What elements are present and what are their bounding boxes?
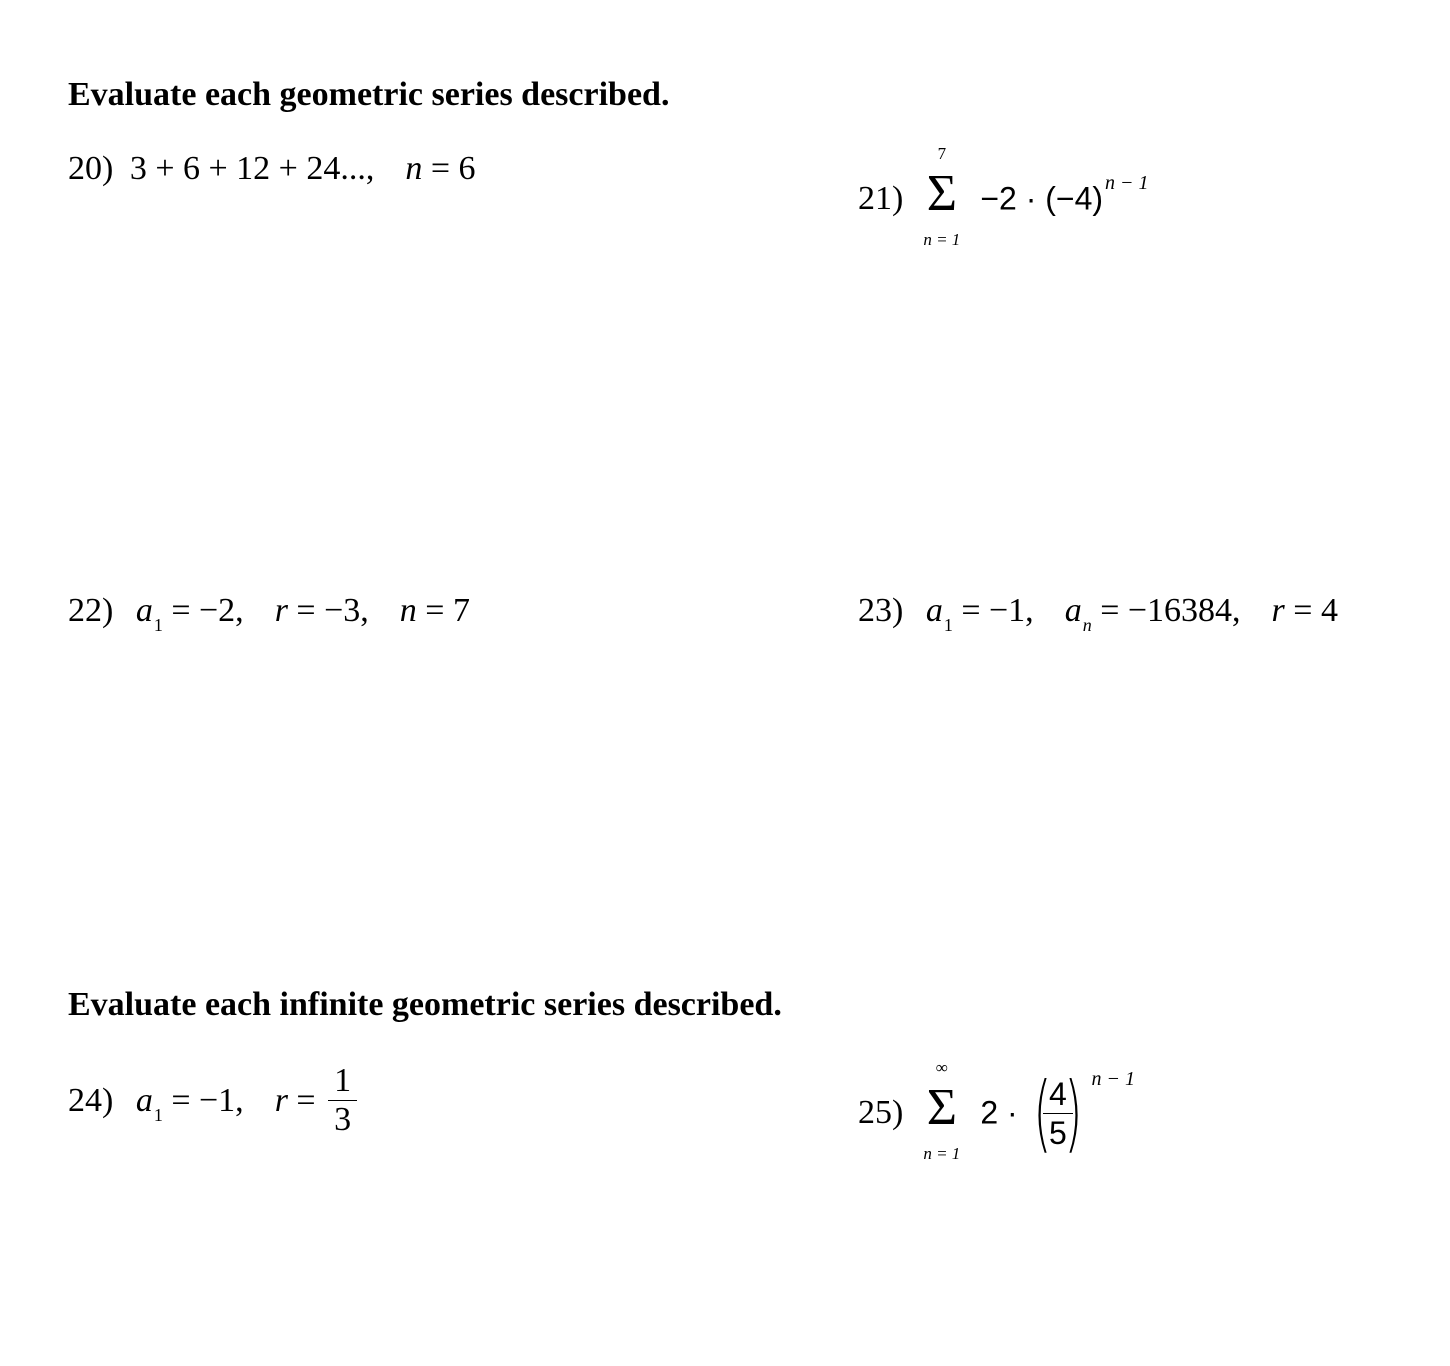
problem-number: 22) xyxy=(68,592,114,629)
summation xyxy=(912,1058,972,1168)
r-variable: r xyxy=(274,592,288,629)
problem-25 xyxy=(858,1058,1135,1168)
problem-24 xyxy=(68,1062,357,1139)
section-heading-infinite: Evaluate each infinite geometric series described. xyxy=(68,986,782,1023)
an-subscript: n xyxy=(1082,615,1092,635)
r-variable: r xyxy=(274,1081,288,1119)
series-expression: 3 + 6 + 12 + 24..., xyxy=(129,150,375,187)
an-variable: a xyxy=(1064,592,1082,629)
right-paren: ) xyxy=(1064,1064,1083,1162)
summand-exponent: n − 1 xyxy=(1105,171,1149,194)
problem-number: 23) xyxy=(858,592,904,629)
fraction-denominator: 5 xyxy=(1048,1114,1067,1151)
fraction-numerator: 4 xyxy=(1048,1075,1067,1112)
n-variable: n xyxy=(399,592,417,629)
section-heading-geometric: Evaluate each geometric series described. xyxy=(68,76,670,113)
r-fraction xyxy=(328,1062,357,1139)
an-value: = −16384, xyxy=(1100,592,1241,629)
sum-upper-limit: ∞ xyxy=(935,1058,948,1077)
r-variable: r xyxy=(1271,592,1285,629)
sum-upper-limit: 7 xyxy=(937,144,947,163)
r-value: = −3, xyxy=(296,592,369,629)
a-value: = −1, xyxy=(171,1081,244,1119)
n-variable: n xyxy=(405,150,423,187)
r-equals: = xyxy=(296,1081,316,1119)
summation xyxy=(912,144,972,254)
problem-22 xyxy=(68,592,470,635)
fraction-denominator: 3 xyxy=(334,1101,352,1138)
a-subscript: 1 xyxy=(153,615,163,635)
a1-value: = −1, xyxy=(961,592,1034,629)
summand-coefficient: 2 · xyxy=(980,1094,1018,1131)
summand: −2 · (−4) xyxy=(980,180,1104,217)
problem-21 xyxy=(858,144,1149,254)
left-paren: ( xyxy=(1033,1064,1052,1162)
problem-number: 21) xyxy=(858,180,904,217)
a-subscript: 1 xyxy=(153,1104,163,1125)
n-value: = 6 xyxy=(430,150,476,187)
sum-lower-limit: n = 1 xyxy=(923,230,961,249)
problem-23 xyxy=(858,592,1338,635)
a1-subscript: 1 xyxy=(943,615,953,635)
problem-number: 20) xyxy=(68,150,114,187)
a-variable: a xyxy=(135,592,153,629)
problem-number: 24) xyxy=(68,1081,114,1119)
a-value: = −2, xyxy=(171,592,244,629)
fraction-numerator: 1 xyxy=(334,1062,352,1099)
problem-number: 25) xyxy=(858,1094,904,1131)
r-value: = 4 xyxy=(1293,592,1338,629)
a1-variable: a xyxy=(925,592,943,629)
sigma-icon: Σ xyxy=(926,1079,957,1136)
problem-20 xyxy=(68,150,476,188)
a-variable: a xyxy=(135,1081,153,1119)
sigma-icon: Σ xyxy=(926,165,957,222)
n-value: = 7 xyxy=(425,592,470,629)
sum-lower-limit: n = 1 xyxy=(923,1144,961,1163)
summand-exponent: n − 1 xyxy=(1091,1067,1136,1090)
